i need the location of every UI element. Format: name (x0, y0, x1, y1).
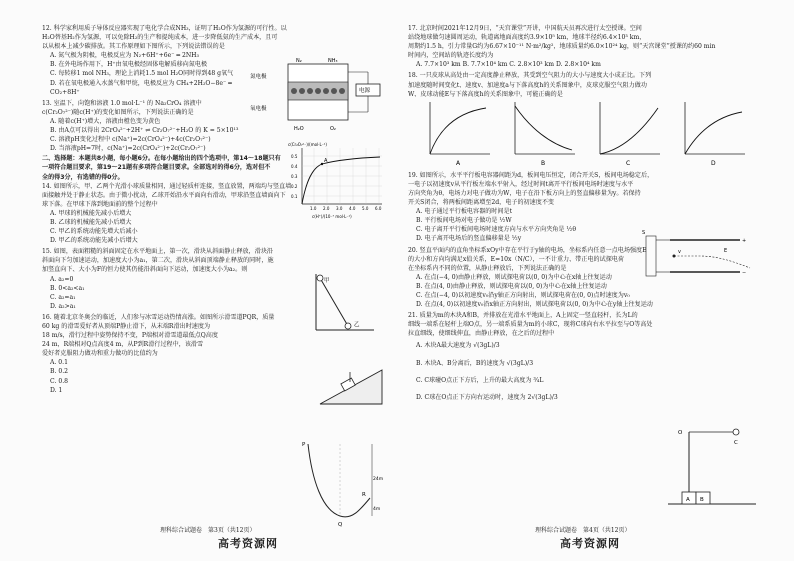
o2-electrode-label: 氧电极 (250, 106, 267, 112)
ytick: 0.2 (291, 184, 298, 189)
velocity-v-label: v (678, 249, 681, 255)
y-axis-label: c(Cr₂O₇²⁻)/(mol·L⁻¹) (288, 142, 327, 147)
n2-electrode-label: 氮电极 (250, 74, 267, 80)
xtick: 4.0 (349, 206, 356, 211)
question-19: 19. 如图所示，水平平行板电容器间距为d，板间电压恒定，闭合开关S，板间电场稳定后， 一电子以初速度v从平行板左端水平射入，经过时间t离开平行板间电场时速度与水平 方向夹角为θ，电场力对电子做功为W，电子在沿下板方向上的竖直偏移量为y。若保持 开关S闭合，将两板间距离增至2d，电子的初速度不变 A. 电子通过平行板电容器的时间是t B. 平行板间电场对电子做功是 ½W C. 电子离开平行板间电场时速度方向与水平方向夹角是 ½θ D. 电子离开电场后的竖直偏移量是 ½y (408, 171, 654, 243)
watermark-left: 高考资源网 (218, 537, 278, 550)
page-footer-right: 理科综合试题卷 第4页（共12页） (535, 527, 631, 534)
question-15: 15. 如图，表面粗糙的斜面固定在水平地面上，第一次，滑块从斜面静止释放，滑块沿 斜面向下匀加速运动，加速度大小为a₁，第二次，滑块从斜面顶端静止释放的同时，施 加竖直向下、大小为F的恒力使其仍能沿斜面向下运动，加速度大小为a₂。则 A. a₂=0 B. 0<a₂<a₁ C. a₂=a₁ D. a₂>a₁ (42, 248, 274, 310)
point-r-label: R (362, 492, 366, 498)
question-20: 20. 竖直平面内的直角坐标系xOy中存在平行于y轴的电场，坐标系内任意一点电场强度E 的大小和方向均满足x值关系，E=10x（N/C），一不计重力、带正电的试探电荷 在坐标系内不同的位置，从静止释放后，下列说法正确的是 A. 在点(−4, 0)由静止释放，则试探电荷以(0, 0)为中心在x轴上往复运动 B. 在点(4, 0)由静止释放，则试探电荷以(0, 0)为中心在x轴上往复运动 C. 在点(−4, 0)以初速度v₀沿y轴正方向射出，则试探电荷在(0, 0)点时速度为v₀ D. 在点(4, 0)以初速度v₀沿x轴正方向射出，则试探电荷以(0, 0)为中心在y轴上往复运动 (408, 246, 653, 309)
point-q-label: Q (338, 522, 343, 528)
figure-13-chart (282, 142, 386, 220)
question-21: 21. 质量为m的木块A和B，并排放在光滑水平地面上，A上固定一竖直轻杆，长为L的 细线一端系在轻杆上端O点，另一端系质量为m的小球C，现将C球向右水平拉至与O等高处 拉直细线，使细线伸直，由静止释放，在之后的过程中 A. 木块A最大速度为 √(3gL)/3 B. 木块A、B分离后，B的速度为 √(3gL)/3 C. C球碰O点正下方后，上升的最大高度为 ¾L D. C球在O点正下方向右运动时，速度为 2√(3gL)/3 (408, 312, 653, 401)
xtick: 1.0 (310, 206, 317, 211)
xtick: 5.0 (362, 206, 369, 211)
question-16: 16. 随着北京冬奥会的临近，人们参与冰雪运动热情高涨。如图所示滑雪道PQR，质量 60 kg 的滑雪爱好者从顶端P静止滑下，从末端R滑出时速度为 18 m/s，滑行过程中姿势保持不变，P端相对滑雪道最低点Q高度 24 m，R端相对Q点高度4 m，从P到R滑行过程中，该滑雪 爱好者克服阻力做功和重力做功的比值约为 A. 0.1 B. 0.2 C. 0.8 D. 1 (42, 313, 275, 394)
xtick: 6.0 (375, 206, 382, 211)
minus-label: − (742, 270, 747, 276)
graph-c-label: C (626, 160, 631, 167)
question-12: 12. 科学家利用质子导体反应器实现了电化学合成NH₃，证明了H₂O作为氢源的可行性。以 H₂O替基H₂作为氢源，可以免除H₂的生产和提纯成本，进一步降低氨的生产成本，且可 以从根本上减少碳排放。其工作原理如下图所示，下列说法错误的是 A. 氮气极为阴极，电极反应为 N₂+6H⁺+6e⁻ ═ 2NH₃ B. 在外电场作用下，H⁺由氧电极经固体电解质移向氮电极 C. 每转移1 mol NH₃，理论上消耗1.5 mol H₂O同时得到48 g氧气 D. 若在氧电极通入水蒸气和甲烷，电极反应为 CH₄+2H₂O−8e⁻ ═ CO₂+8H⁺ (42, 25, 287, 96)
point-p-label: P (302, 442, 306, 448)
h2o-label: H₂O (294, 126, 304, 132)
ytick: 0.5 (291, 154, 298, 159)
figure-21-pendulum (664, 420, 760, 510)
block-a-label: A (686, 497, 690, 503)
ball-yi-label: 乙 (354, 322, 360, 328)
power-label: 电源 (359, 88, 371, 94)
ytick: 0.3 (291, 174, 298, 179)
figure-18-graphs (420, 98, 760, 168)
graph-d (685, 102, 745, 167)
figure-19-capacitor (640, 222, 760, 292)
watermark-right: 高考资源网 (560, 537, 620, 550)
figure-16-ski-slope (300, 440, 384, 536)
right-column (408, 24, 760, 402)
switch-s-label: S (642, 230, 646, 236)
graph-b-label: B (541, 160, 546, 167)
question-13: 13. 室温下，向饱和溶液 1.0 mol·L⁻¹ 的 Na₂CrO₄ 溶液中 c(Cr₂O₇²⁻)随c(H⁺)的变化如图所示，下列说法正确的是 A. 随着c(H⁺)增大，溶液由橙色变为黄色 B. 由A点可以得出 2CrO₄²⁻+2H⁺ ⇌ Cr₂O₇²⁻+H₂O 的 K = 5×10¹³ C. 溶液pH变化过程中 c(Na⁺)=2c(CrO₄²⁻)+4c(Cr₂O₇²⁻) D. 当溶液pH=7时，c(Na⁺)=2c(CrO₄²⁻)+2c(Cr₂O₇²⁻) (42, 99, 239, 153)
height-24m-label: 24m (373, 477, 384, 482)
graph-d-label: D (711, 160, 716, 167)
point-a-label: A (324, 158, 328, 164)
graph-c (600, 102, 660, 167)
question-18: 18. 一只皮球从高处由一定高度静止释放，其受到空气阻力的大小与速度大小成正比。下列 加速度随时间变化t、速度v、加速度a与下落高度h的关系图象中，皮球克服空气阻力做功 W、皮球动能E与下落高度h的关系图象中，可能正确的是 (408, 72, 652, 98)
question-17: 17. 北京时间2021年12月9日，“天宫课堂”开讲，中国航天员再次进行太空授课。空间 站绕地球做匀速圆周运动，轨道离地面高度约3.9×10⁵ km，地球半径约6.4×10³ km， 周期约1.5 h，引力常量G约为6.67×10⁻¹¹ N·m²/kg²，地球质量约6.0×10²⁴ kg，则“天宫课堂”授课的约60 min 时间内，空间站的轨迹长度约为 A. 7.7×10³ km B. 7.7×10⁴ km C. 2.8×10³ km D. 2.8×10⁴ km (408, 25, 716, 69)
graph-b (515, 102, 575, 167)
height-4m-label: 4m (373, 507, 381, 512)
plus-label: + (742, 238, 747, 244)
x-axis-label: c(H⁺)/(10⁻⁷ mol·L⁻¹) (312, 214, 352, 219)
section-2-header: 二、选择题：本题共8小题，每小题6分。在每小题给出的四个选项中，第14～18题只有 一项符合题目要求，第19～21题有多项符合题目要求。全部选对的得6分，选对但不 全的得3分，有选错的得0分。 (42, 155, 281, 181)
graph-a-label: A (456, 160, 461, 167)
figure-15-incline (316, 364, 386, 408)
e-label: E (724, 248, 728, 254)
page-footer-left: 理科综合试题卷 第3页（共12页） (160, 527, 256, 534)
graph-a (430, 102, 490, 167)
xtick: 3.0 (336, 206, 343, 211)
ytick: 0.1 (291, 194, 298, 199)
n2-label: N₂ (296, 58, 302, 64)
figure-14-rod (306, 272, 376, 334)
question-14: 14. 如图所示，甲、乙两个光滑小球质量相同，通过轻质杆连接，竖直放置，两端均与竖直墙 面接触并处于静止状态。由于微小扰动，乙球开始沿水平面向右滑动，甲球沿竖直墙面向下 球下落。在甲球下落到地面前的整个过程中 A. 甲球的机械能先减小后增大 B. 乙球的机械能先减小后增大 C. 甲乙的系统动能先增大后减小 D. 甲乙的系统动能先减小后增大 (42, 182, 292, 245)
nh3-label: NH₃ (328, 58, 338, 64)
figure-12-cell (248, 60, 388, 132)
ball-jia-label: 甲 (324, 278, 330, 284)
o2-label: O₂ (330, 126, 336, 132)
xtick: 2.0 (323, 206, 330, 211)
block-b-label: B (700, 497, 704, 503)
ytick: 0.4 (291, 164, 298, 169)
ball-c-label: C (734, 440, 738, 446)
point-o-label: O (678, 430, 683, 436)
